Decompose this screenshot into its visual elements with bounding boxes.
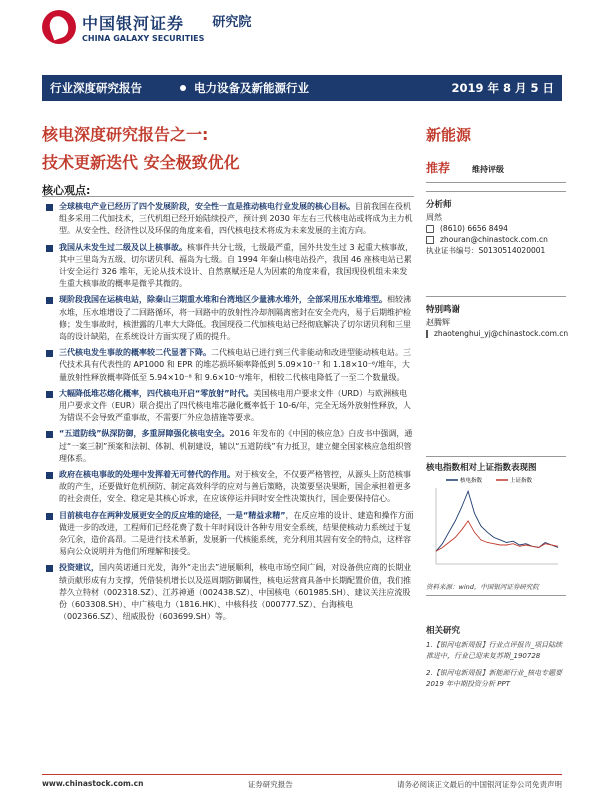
square-bullet-icon (46, 204, 53, 211)
footer-center: 证券研究报告 (247, 780, 293, 789)
footer-url[interactable]: www.chinastock.com.cn (42, 779, 144, 788)
index-performance-chart (426, 474, 566, 574)
series-line-1 (436, 521, 558, 551)
contact-email[interactable]: zhaotenghui_yj@chinastock.com.cn (426, 328, 566, 339)
series-line-0 (436, 491, 558, 551)
contact-label: 特别鸣谢 (426, 296, 566, 315)
report-type: 行业深度研究报告 (50, 81, 142, 95)
square-bullet-icon (46, 297, 53, 304)
core-points-label: 核心观点: (42, 184, 91, 197)
square-bullet-icon (46, 565, 53, 572)
analyst-cert: 执业证书编号：S0130514020001 (426, 246, 546, 255)
chart-source: 资料来源：wind，中国银河证券研究院 (426, 582, 566, 596)
square-bullet-icon (46, 350, 53, 357)
analyst-label: 分析师 (426, 191, 566, 210)
list-item: “五道防线”纵深防御，多重屏障强化核电安全。2016 年发布的《中国的核应急》白皮书中强调，通过“一案三制”预案和法制、体制、机制建设，辅以“五道防线”有力抵卫，建立健全国家核应急组织管理体系。 (42, 428, 414, 465)
list-item: 投资建议，国内英诺通日光发，海外“走出去”进展顺利，核电市场空间广阔，对设备供应商的长期业绩贡献形成有力支撑，凭借装机增长以及巡周期防御属性，核电运营商具备中长期配置价值，我们推荐久立特材（002318.SZ）、江苏神通（002438.SZ）、中国核电（601985.SH）、建议关注应流股份（603308.SH）、中广核电力（1816.HK）、中核科技（000777.SZ）、台海核电（002366.SZ）、纽威股份（603699.SH）等。 (42, 562, 414, 623)
related-item[interactable]: 2.【银河电新周报】新能源行业_核电专题要 2019 年中期投资分析 PPT (426, 669, 563, 688)
square-bullet-icon (46, 245, 53, 252)
related-title: 相关研究 (426, 626, 461, 636)
galaxy-logo-icon (42, 10, 76, 44)
analyst-name: 周然 (426, 213, 442, 222)
brand-logo (42, 10, 251, 44)
legend-label-nuclear: 核电指数 (460, 478, 483, 484)
sector-name: 新能源 (426, 126, 472, 144)
page-footer (42, 774, 562, 790)
legend-label-sh: 上证指数 (510, 478, 533, 484)
list-item: 政府在核电事故的处理中发挥着无可替代的作用。对于核安全，不仅要严格管控，从源头上防范核事故的产生，还要做好危机预防、制定高效科学的应对与善后策略，决策要坚决果断，国企承担着更多的社会责任，安全、稳定是其核心诉求，在应该停运并同时安全性决策执行，国企要保持信心。 (42, 469, 414, 506)
footer-disclaimer: 请务必阅读正文最后的中国银河证券公司免责声明 (396, 780, 562, 789)
rating-value: 推荐 (426, 161, 451, 175)
square-bullet-icon (46, 431, 53, 438)
square-bullet-icon (46, 391, 53, 398)
square-bullet-icon (46, 472, 53, 479)
analyst-phone: (8610) 6656 8494 (426, 223, 566, 234)
mail-icon (426, 330, 428, 338)
list-item: 我国从未发生过二级及以上核事故。核事件共分七级，七级最严重，国外共发生过 3 起重大核事故，其中三里岛为五级、切尔诺贝利、福岛为七级。自 1994 年秦山核电站投产，我国 46 座核电站已累计安全运行 326 堆年，无论从技术设计、自然禀赋还是人为因素的角度来看，我国现役机组未来发生重大核事故的概率是微乎其微的。 (42, 242, 414, 291)
list-item: 现阶段我国在运核电站，除秦山三期重水堆和台湾地区少量沸水堆外，全部采用压水堆堆型。相较沸水堆，压水堆增设了二回路循环，将一回路中的放射性冷却剂隔离密封在安全壳内，易于后期维护检修；发生事故时，核泄露的几率大大降低。我国现役二代加核电站已经彻底解决了切尔诺贝利和三里岛的设计缺陷，在系统设计方面实现了质的提升。 (42, 294, 414, 343)
core-points-list (42, 196, 414, 624)
list-item: 全球核电产业已经历了四个发展阶段，安全性一直是推动核电行业发展的核心目标。目前我国在役机组多采用二代加技术，三代机组已经开始陆续投产，预计到 2030 年左右三代核电站或将成为主力机型。从安全性、经济性以及环保的角度来看，四代核电技术将成为未来发展的主流方向。 (42, 201, 414, 238)
list-item: 目前核电存在两种发展更安全的反应堆的途径，一是“精益求精”，在反应堆的设计、建造和操作方面做进一步的改进，工程师们已经花费了数十年时间设计各种专用安全系统，结果使核动力系统过于复杂冗余，造价高昂。二是进行技术革新，发展新一代核能系统，充分利用其固有安全的特点，这样容易向公众说明并为他们所理解和接受。 (42, 510, 414, 559)
report-date: 2019 年 8 月 5 日 (451, 81, 554, 95)
report-banner (42, 75, 562, 101)
report-title-line1: 核电深度研究报告之一: (42, 125, 209, 144)
related-item[interactable]: 1.【银河电新周报】行业点评报告_项目陆续推进中，行业已迎来复苏期_190728 (426, 641, 563, 660)
brand-dept: 研究院 (212, 14, 252, 30)
mail-icon (426, 236, 434, 244)
analyst-email[interactable]: zhouran@chinastock.com.cn (426, 234, 566, 245)
brand-name-en: CHINA GALAXY SECURITIES (82, 34, 205, 43)
bullet-dot-icon (180, 85, 186, 91)
report-title-line2: 技术更新迭代 安全极致优化 (42, 153, 240, 172)
square-bullet-icon (46, 513, 53, 520)
report-sector: 电力设备及新能源行业 (194, 81, 309, 95)
rating-note: 维持评级 (472, 165, 505, 174)
sidebar (426, 120, 569, 339)
brand-name-cn: 中国银河证券 (82, 14, 185, 33)
rating-block (426, 159, 566, 183)
related-list (426, 640, 566, 696)
contact-name: 赵腾辉 (426, 318, 450, 327)
phone-icon (426, 225, 434, 233)
chart-title: 核电指数相对上证指数表现图 (426, 456, 566, 473)
list-item: 三代核电发生事故的概率较二代显著下降。二代核电站已进行到三代非能动和改进型能动核电站。三代技术具有代表性的 AP1000 和 EPR 的堆芯损坏频率降低到 5.09×10⁻⁷ 和 1.18×10⁻⁶/堆年，大量放射性释放概率降低至 5.94×10⁻⁸ 和 9.6×10⁻⁸/堆年，相较二代核电降低了一至二个数量级。 (42, 347, 414, 384)
list-item: 大幅降低堆芯熔化概率，四代核电开启“零放射”时代。美国核电用户要求文件（URD）与欧洲核电用户要求文件（EUR）联合提出了四代核电堆芯融化概率低于 10-6/年，完全无场外放射性释放，人为错误不会导致严重事故，不需要厂外应急措施等要求。 (42, 388, 414, 425)
